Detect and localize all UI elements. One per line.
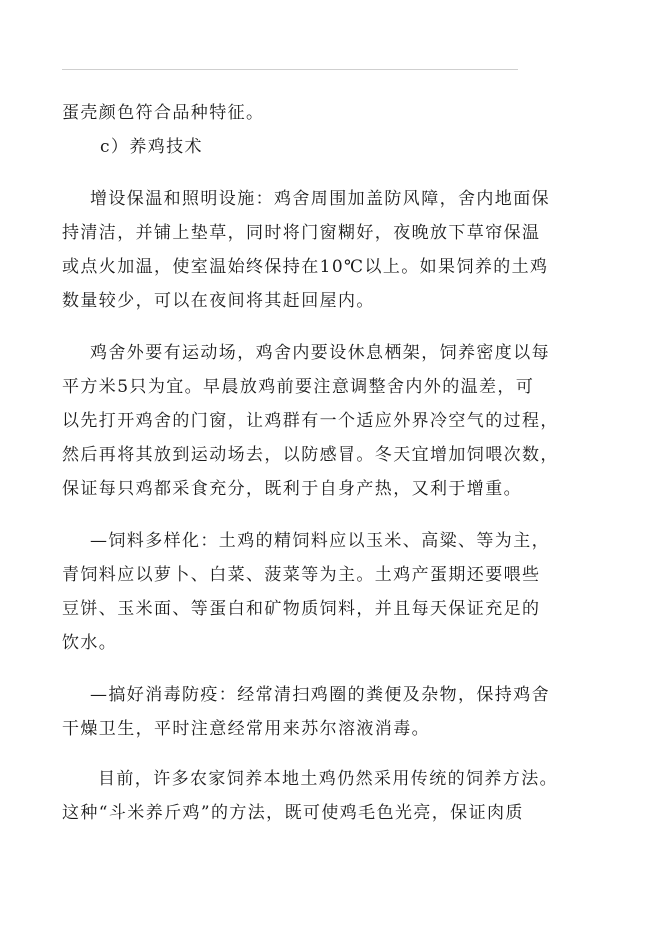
top-line (62, 96, 602, 130)
text-line: 鸡舍外要有运动场，鸡舍内要设休息栖架，饲养密度以每 (90, 343, 550, 363)
text-line: 蛋壳颜色符合品种特征。 (62, 103, 265, 123)
text-line: 以先打开鸡舍的门窗，让鸡群有一个适应外界冷空气的过程， (62, 411, 559, 431)
text-line: 这种“斗米养斤鸡”的方法，既可使鸡毛色光亮，保证肉质 (62, 803, 524, 823)
text-line: 目前，许多农家饲养本地土鸡仍然采用传统的饲养方法。 (98, 769, 558, 789)
text-line: 保证每只鸡都采食充分，既利于自身产热，又利于增重。 (62, 479, 522, 499)
paragraph-heating (62, 182, 602, 318)
text-line: 干燥卫生，平时注意经常用来苏尔溶液消毒。 (62, 719, 430, 739)
text-line: —搞好消毒防疫：经常清扫鸡圈的粪便及杂物，保持鸡舍 (90, 685, 550, 705)
text-line: 增设保温和照明设施：鸡舍周围加盖防风障，舍内地面保 (90, 189, 550, 209)
text-line: 持清洁，并铺上垫草，同时将门窗糊好，夜晚放下草帘保温 (62, 223, 541, 243)
paragraph-disinfection (62, 678, 602, 746)
text-line: 饮水。 (62, 633, 118, 653)
section-heading (100, 130, 640, 164)
paragraph-exercise-yard (62, 336, 602, 506)
text-line: —饲料多样化：土鸡的精饲料应以玉米、高粱、等为主， (90, 531, 550, 551)
header-rule (62, 69, 518, 70)
text-line: 青饲料应以萝卜、白菜、菠菜等为主。土鸡产蛋期还要喂些 (62, 565, 541, 585)
text-line: 然后再将其放到运动场去，以防感冒。冬天宜增加饲喂次数， (62, 445, 559, 465)
text-line: 豆饼、玉米面、等蛋白和矿物质饲料，并且每天保证充足的 (62, 599, 541, 619)
paragraph-feed (62, 524, 602, 660)
text-line: 平方米5只为宜。早晨放鸡前要注意调整舍内外的温差，可 (62, 377, 535, 397)
text-line: 或点火加温，使室温始终保持在10℃以上。如果饲养的土鸡 (62, 257, 549, 277)
text-line: 数量较少，可以在夜间将其赶回屋内。 (62, 291, 375, 311)
paragraph-traditional (62, 762, 602, 830)
heading-text: c）养鸡技术 (100, 137, 203, 157)
